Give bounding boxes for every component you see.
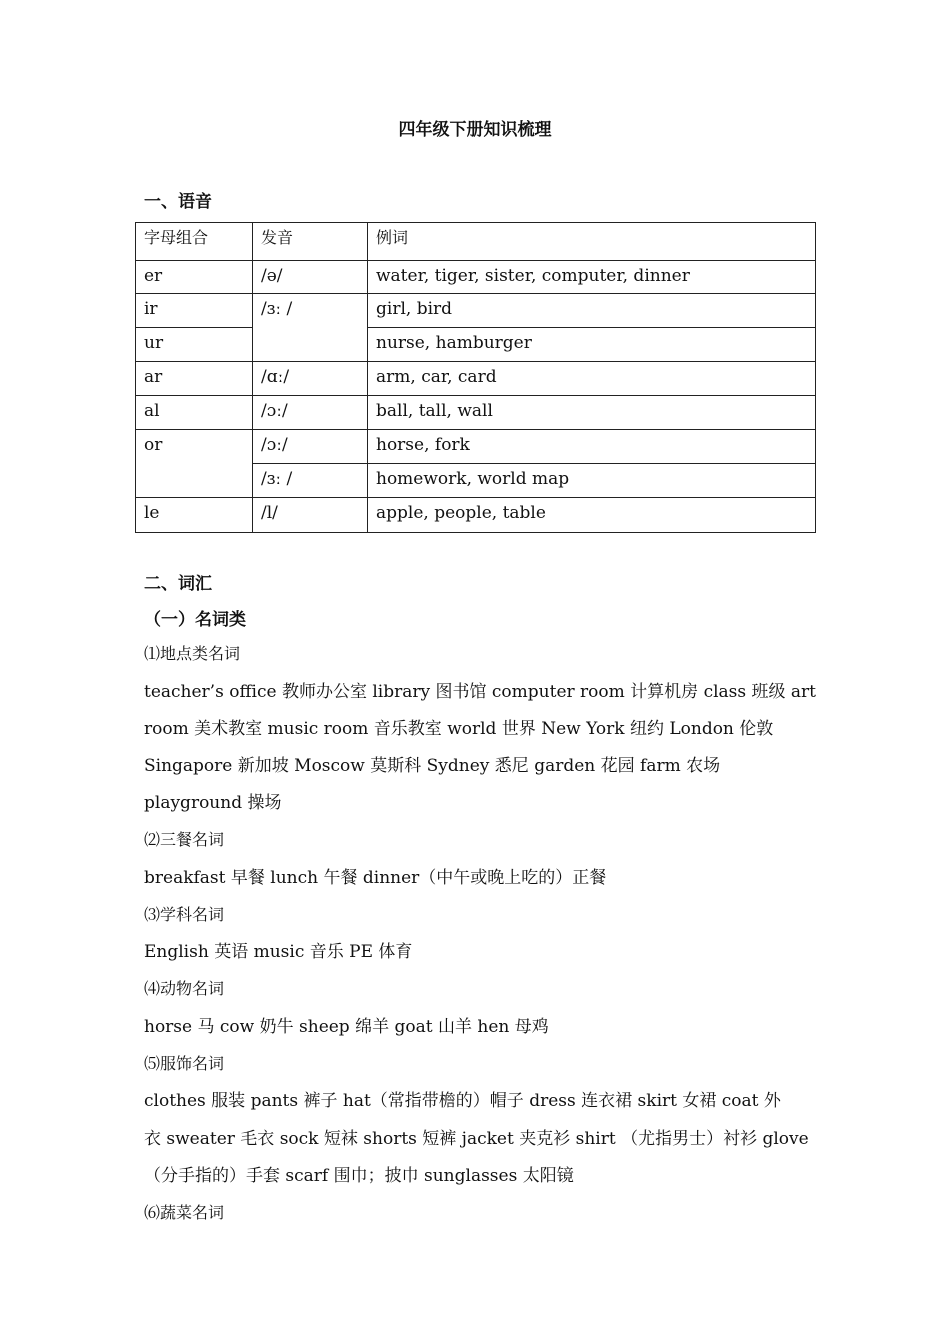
vocab-line: 衣 sweater 毛衣 sock 短袜 shorts 短裤 jacket 夹克衫 shirt （尤指男士）衬衫 glove [144,1129,809,1149]
table-row [136,362,816,396]
cell-sound: /ɜː / [253,464,368,498]
category-heading-animals: ⑷动物名词 [144,979,225,998]
category-heading-meals: ⑵三餐名词 [144,830,225,849]
vocab-line: （分手指的）手套 scarf 围巾；披巾 sunglasses 太阳镜 [144,1166,574,1186]
cell-letters: ar [136,362,253,396]
category-heading-places: ⑴地点类名词 [144,644,241,663]
section-heading-vocabulary: 二、词汇 [144,574,212,594]
cell-examples: water, tiger, sister, computer, dinner [368,261,816,294]
cell-examples: girl, bird [368,294,816,328]
table-row [136,498,816,533]
phonics-table [135,222,816,533]
page-title: 四年级下册知识梳理 [398,120,552,140]
vocab-line: horse 马 cow 奶牛 sheep 绵羊 goat 山羊 hen 母鸡 [144,1017,549,1037]
category-heading-subjects: ⑶学科名词 [144,905,225,924]
table-row [136,328,816,362]
table-row [136,261,816,294]
category-heading-vegetables: ⑹蔬菜名词 [144,1203,225,1222]
category-heading-clothing: ⑸服饰名词 [144,1054,225,1073]
cell-examples: nurse, hamburger [368,328,816,362]
cell-sound: /ə/ [253,261,368,294]
table-row [136,294,816,328]
cell-examples: arm, car, card [368,362,816,396]
header-sound: 发音 [253,223,368,261]
subsection-heading-nouns: （一）名词类 [144,610,246,630]
header-examples: 例词 [368,223,816,261]
cell-examples: homework, world map [368,464,816,498]
cell-examples: ball, tall, wall [368,396,816,430]
vocab-line: breakfast 早餐 lunch 午餐 dinner（中午或晚上吃的）正餐 [144,868,607,888]
cell-examples: apple, people, table [368,498,816,533]
cell-sound: /ɜː / [253,294,368,362]
cell-letters: er [136,261,253,294]
vocab-line: teacher’s office 教师办公室 library 图书馆 computer room 计算机房 class 班级 art [144,682,817,702]
vocab-line: English 英语 music 音乐 PE 体育 [144,942,413,962]
cell-letters: ur [136,328,253,362]
vocab-line: Singapore 新加坡 Moscow 莫斯科 Sydney 悉尼 garden 花园 farm 农场 [144,756,721,776]
cell-letters: or [136,430,253,498]
cell-examples: horse, fork [368,430,816,464]
cell-sound: /l/ [253,498,368,533]
vocab-line: room 美术教室 music room 音乐教室 world 世界 New York 纽约 London 伦敦 [144,719,774,739]
cell-letters: le [136,498,253,533]
cell-sound: /ɔː/ [253,430,368,464]
table-header-row [136,223,816,261]
header-letters: 字母组合 [136,223,253,261]
cell-sound: /ɑː/ [253,362,368,396]
section-heading-phonics: 一、语音 [144,192,212,212]
table-row [136,430,816,464]
cell-letters: ir [136,294,253,328]
table-row [136,396,816,430]
vocab-line: playground 操场 [144,793,282,813]
cell-letters: al [136,396,253,430]
cell-sound: /ɔː/ [253,396,368,430]
vocab-line: clothes 服装 pants 裤子 hat（常指带檐的）帽子 dress 连衣裙 skirt 女裙 coat 外 [144,1091,781,1111]
